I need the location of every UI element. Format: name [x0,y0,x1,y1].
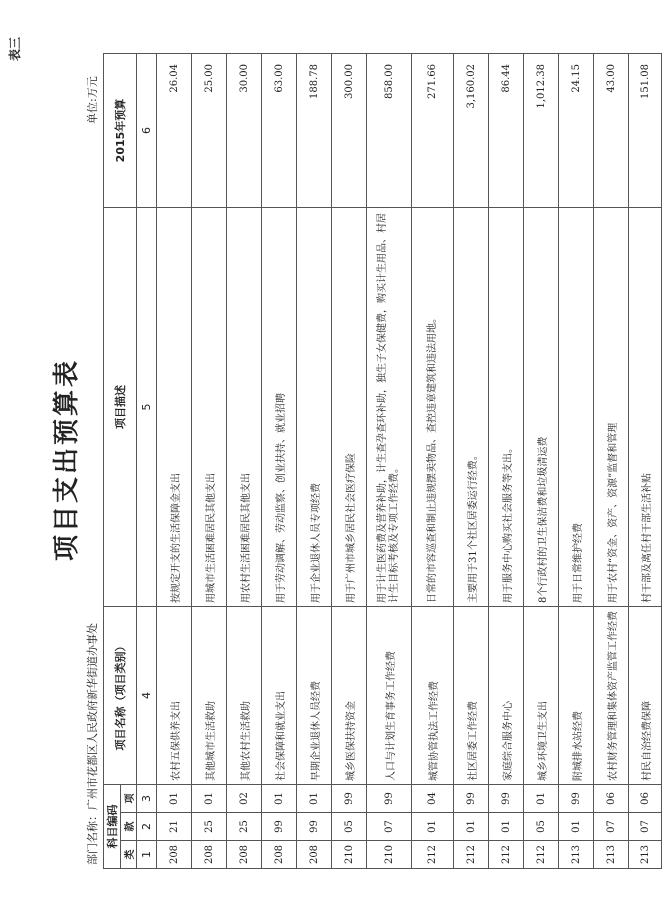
project-name-cell: 人口与计划生育事务工作经费 [367,607,412,785]
xiang-cell: 01 [192,785,227,813]
budget-amount-cell: 858.00 [367,54,412,208]
document-title: 项目支出预算表 [52,358,82,562]
kuan-cell: 01 [489,813,524,841]
department-name: 部门名称：广州市花都区人民政府新华街道办事处 [86,623,99,865]
lei-cell: 208 [192,841,227,869]
xiang-cell: 99 [454,785,489,813]
xiang-cell: 01 [157,785,192,813]
kuan-cell: 07 [367,813,412,841]
kuan-header: 款 [121,813,137,841]
project-name-cell: 社区居委工作经费 [454,607,489,785]
xiang-header: 项 [121,785,137,813]
table-row [297,54,332,869]
project-name-cell: 农村财务管理和集体资产监管工作经费 [594,607,629,785]
project-name-header: 项目名称（项目类别） [104,607,137,785]
col-number: 3 [137,785,157,813]
table-row [594,54,629,869]
lei-cell: 210 [332,841,367,869]
xiang-cell: 06 [629,785,662,813]
kuan-cell: 25 [227,813,262,841]
project-name-cell: 村民自治经费保障 [629,607,662,785]
kuan-cell: 07 [629,813,662,841]
budget-amount-cell: 86.44 [489,54,524,208]
table-row [367,54,412,869]
kuan-cell: 05 [524,813,559,841]
xiang-cell: 99 [367,785,412,813]
project-name-cell: 家庭综合服务中心 [489,607,524,785]
project-name-cell: 其他农村生活救助 [227,607,262,785]
table-row [157,54,192,869]
table-row [489,54,524,869]
budget-amount-cell: 24.15 [559,54,594,208]
table-number: 表三 [8,36,22,61]
table-row [454,54,489,869]
description-cell: 用于广州市城乡居民社会医疗保险 [332,208,367,607]
description-cell: 用于劳动调解、劳动监察、创业扶持、就业招聘 [262,208,297,607]
xiang-cell: 99 [332,785,367,813]
project-name-cell: 城乡医保扶持资金 [332,607,367,785]
kuan-cell: 99 [262,813,297,841]
col-number: 1 [137,841,157,869]
kuan-cell: 25 [192,813,227,841]
kuan-cell: 99 [297,813,332,841]
col-number: 2 [137,813,157,841]
project-name-cell: 附城排水站经费 [559,607,594,785]
table-row [559,54,594,869]
project-name-cell: 城管协管执法工作经费 [412,607,454,785]
table-row [227,54,262,869]
lei-cell: 208 [157,841,192,869]
description-cell: 用农村生活困难居民其他支出 [227,208,262,607]
budget-amount-cell: 63.00 [262,54,297,208]
budget-amount-cell: 271.66 [412,54,454,208]
description-cell: 用于计生医药费及营养补助，计生查孕查环补助，独生子女保健费，购买计生用品、村居计生目标考核及专项工作经费。 [367,208,412,607]
xiang-cell: 01 [524,785,559,813]
table-row [412,54,454,869]
description-cell: 主要用于31个社区居委运行经费。 [454,208,489,607]
xiang-cell: 02 [227,785,262,813]
project-name-cell: 城乡环境卫生支出 [524,607,559,785]
project-name-cell: 其他城市生活救助 [192,607,227,785]
budget-amount-cell: 300.00 [332,54,367,208]
lei-cell: 208 [297,841,332,869]
description-cell: 用于企业退休人员专项经费 [297,208,332,607]
description-header: 项目描述 [104,208,137,607]
lei-cell: 212 [489,841,524,869]
xiang-cell: 01 [297,785,332,813]
lei-cell: 213 [594,841,629,869]
description-cell: 按规定开支的生活保障金支出 [157,208,192,607]
budget-amount-cell: 30.00 [227,54,262,208]
budget-table [103,53,662,869]
project-name-cell: 社会保障和就业支出 [262,607,297,785]
lei-header: 类 [121,841,137,869]
kuan-cell: 21 [157,813,192,841]
kuan-cell: 01 [559,813,594,841]
kuan-cell: 01 [454,813,489,841]
description-cell: 用于服务中心购买社会服务等支出。 [489,208,524,607]
xiang-cell: 99 [489,785,524,813]
table-row [629,54,662,869]
unit-label: 单位:万元 [86,76,99,124]
description-cell: 用城市生活困难居民其他支出 [192,208,227,607]
lei-cell: 213 [629,841,662,869]
budget-amount-cell: 26.04 [157,54,192,208]
kuan-cell: 01 [412,813,454,841]
kuan-cell: 05 [332,813,367,841]
xiang-cell: 04 [412,785,454,813]
budget-amount-cell: 1,012.38 [524,54,559,208]
description-cell: 日常的市容巡查和制止违规摆卖物品、查控违章建筑和违法用地。 [412,208,454,607]
description-cell: 8个行政村的卫生保洁费和垃圾清运费 [524,208,559,607]
kuan-cell: 07 [594,813,629,841]
table-row [524,54,559,869]
project-name-cell: 农村五保供养支出 [157,607,192,785]
description-cell: 用于日常维护经费 [559,208,594,607]
col-number: 5 [137,208,157,607]
project-name-cell: 早期企业退休人员经费 [297,607,332,785]
lei-cell: 208 [262,841,297,869]
lei-cell: 212 [454,841,489,869]
description-cell: 用于农村“资金、资产、资源”监督和管理 [594,208,629,607]
budget-amount-cell: 25.00 [192,54,227,208]
description-cell: 村干部及离任村干部生活补贴 [629,208,662,607]
lei-cell: 210 [367,841,412,869]
budget-header: 2015年预算 [104,54,137,208]
lei-cell: 212 [412,841,454,869]
lei-cell: 212 [524,841,559,869]
col-number: 4 [137,607,157,785]
col-number: 6 [137,54,157,208]
lei-cell: 208 [227,841,262,869]
budget-amount-cell: 3,160.02 [454,54,489,208]
table-row [192,54,227,869]
subject-code-header: 科目编码 [104,785,121,869]
xiang-cell: 99 [559,785,594,813]
xiang-cell: 06 [594,785,629,813]
xiang-cell: 01 [262,785,297,813]
lei-cell: 213 [559,841,594,869]
budget-amount-cell: 43.00 [594,54,629,208]
table-row [262,54,297,869]
budget-amount-cell: 188.78 [297,54,332,208]
table-row [332,54,367,869]
budget-amount-cell: 151.08 [629,54,662,208]
